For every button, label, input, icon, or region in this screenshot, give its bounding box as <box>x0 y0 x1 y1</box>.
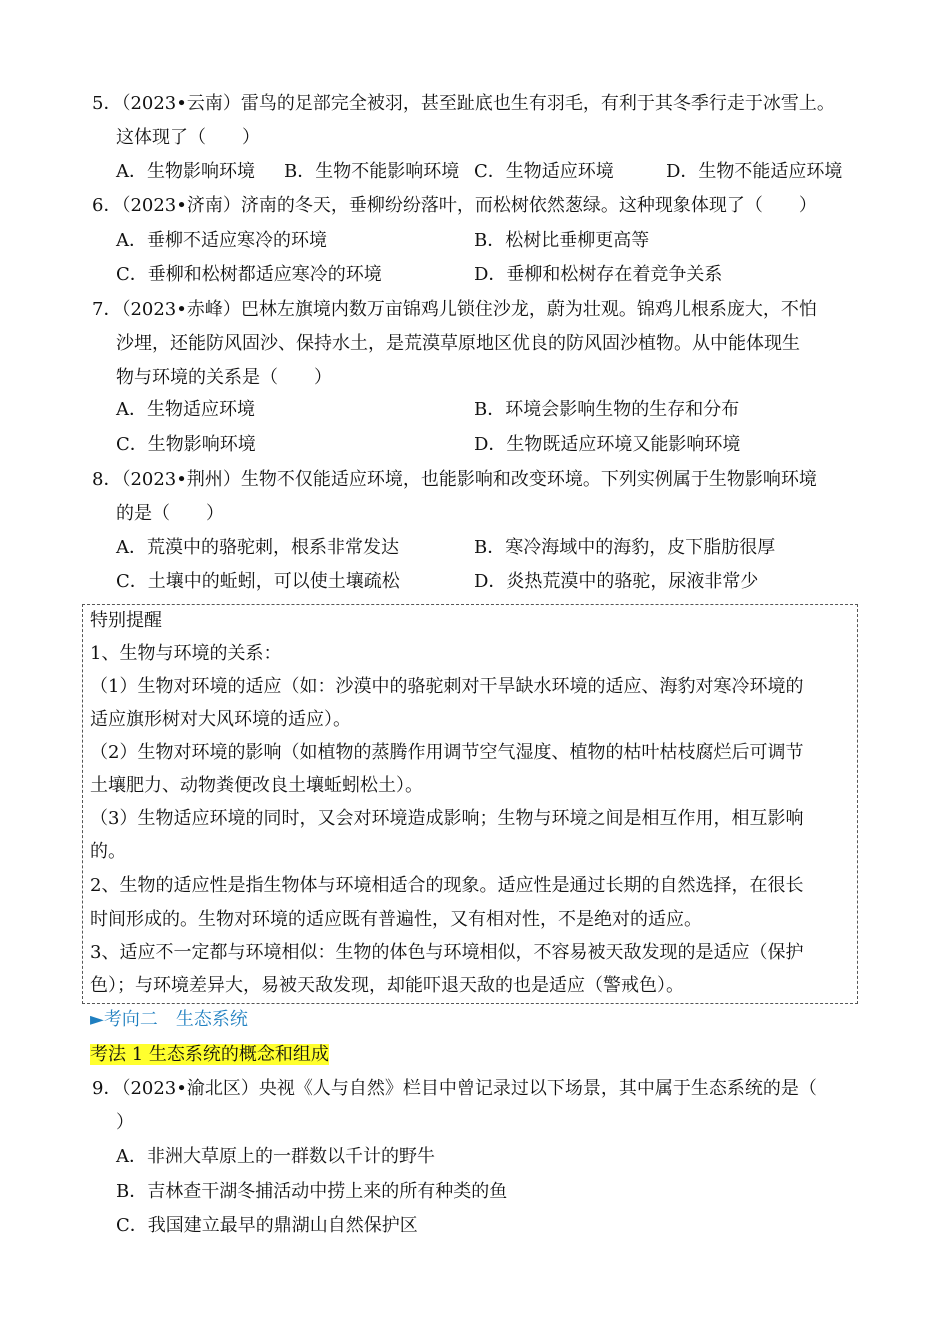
question-7-option-c: C．生物影响环境 <box>116 434 256 455</box>
reminder-line: 的。 <box>90 841 126 862</box>
question-6-option-d: D．垂柳和松树存在着竞争关系 <box>474 264 723 285</box>
question-5-option-a: A．生物影响环境 <box>116 161 255 182</box>
question-6-option-c: C．垂柳和松树都适应寒冷的环境 <box>116 264 382 285</box>
reminder-line: 1、生物与环境的关系： <box>90 643 282 664</box>
question-5-stem-cont: 这体现了（ ） <box>116 127 260 148</box>
reminder-line: 时间形成的。生物对环境的适应既有普遍性，又有相对性，不是绝对的适应。 <box>90 909 702 930</box>
question-9-option-a: A．非洲大草原上的一群数以千计的野牛 <box>116 1146 435 1167</box>
reminder-heading: 特别提醒 <box>90 610 162 631</box>
method-title <box>90 1043 329 1067</box>
reminder-line: （2）生物对环境的影响（如植物的蒸腾作用调节空气湿度、植物的枯叶枯枝腐烂后可调节 <box>90 742 804 763</box>
question-8-option-c: C．土壤中的蚯蚓，可以使土壤疏松 <box>116 571 400 592</box>
question-7-option-a: A．生物适应环境 <box>116 399 255 420</box>
question-9-option-b: B．吉林查干湖冬捕活动中捞上来的所有种类的鱼 <box>116 1181 508 1202</box>
question-5-option-b: B．生物不能影响环境 <box>284 161 460 182</box>
question-5-option-d: D．生物不能适应环境 <box>666 161 843 182</box>
reminder-line: （3）生物适应环境的同时，又会对环境造成影响；生物与环境之间是相互作用，相互影响 <box>90 808 804 829</box>
section-title: ►考向二 生态系统 <box>90 1009 248 1030</box>
question-8-option-b: B．寒冷海域中的海豹，皮下脂肪很厚 <box>474 537 776 558</box>
question-8-stem-cont: 的是（ ） <box>116 503 224 524</box>
question-7-option-d: D．生物既适应环境又能影响环境 <box>474 434 741 455</box>
method-title-text: 考法 1 生态系统的概念和组成 <box>90 1044 329 1065</box>
reminder-line: 3、适应不一定都与环境相似：生物的体色与环境相似，不容易被天敌发现的是适应（保护 <box>90 942 804 963</box>
question-5-option-c: C．生物适应环境 <box>474 161 614 182</box>
reminder-line: 色）；与环境差异大，易被天敌发现，却能吓退天敌的也是适应（警戒色）。 <box>90 975 684 996</box>
question-6-option-a: A．垂柳不适应寒冷的环境 <box>116 230 327 251</box>
question-6-stem: 6．（2023•济南）济南的冬天，垂柳纷纷落叶，而松树依然葱绿。这种现象体现了（ ） <box>92 195 817 216</box>
reminder-line: 土壤肥力、动物粪便改良土壤蚯蚓松土）。 <box>90 775 423 796</box>
question-5-stem: 5．（2023•云南）雷鸟的足部完全被羽，甚至趾底也生有羽毛，有利于其冬季行走于冰雪上。 <box>92 93 835 114</box>
question-9-stem-cont: ） <box>116 1112 134 1133</box>
question-8-option-a: A．荒漠中的骆驼刺，根系非常发达 <box>116 537 399 558</box>
question-7-stem-cont-1: 沙埋，还能防风固沙、保持水土，是荒漠草原地区优良的防风固沙植物。从中能体现生 <box>116 333 800 354</box>
question-8-stem: 8．（2023•荆州）生物不仅能适应环境，也能影响和改变环境。下列实例属于生物影响环境 <box>92 469 817 490</box>
question-7-stem: 7．（2023•赤峰）巴林左旗境内数万亩锦鸡儿锁住沙龙，蔚为壮观。锦鸡儿根系庞大，不怕 <box>92 299 817 320</box>
question-9-stem: 9．（2023•渝北区）央视《人与自然》栏目中曾记录过以下场景，其中属于生态系统的是（ <box>92 1078 817 1099</box>
reminder-line: 2、生物的适应性是指生物体与环境相适合的现象。适应性是通过长期的自然选择，在很长 <box>90 875 804 896</box>
question-7-stem-cont-2: 物与环境的关系是（ ） <box>116 367 332 388</box>
question-6-option-b: B．松树比垂柳更高等 <box>474 230 650 251</box>
reminder-line: 适应旗形树对大风环境的适应）。 <box>90 709 351 730</box>
question-8-option-d: D．炎热荒漠中的骆驼，尿液非常少 <box>474 571 759 592</box>
reminder-line: （1）生物对环境的适应（如：沙漠中的骆驼刺对干旱缺水环境的适应、海豹对寒冷环境的 <box>90 676 804 697</box>
question-7-option-b: B．环境会影响生物的生存和分布 <box>474 399 740 420</box>
question-9-option-c: C．我国建立最早的鼎湖山自然保护区 <box>116 1215 418 1236</box>
